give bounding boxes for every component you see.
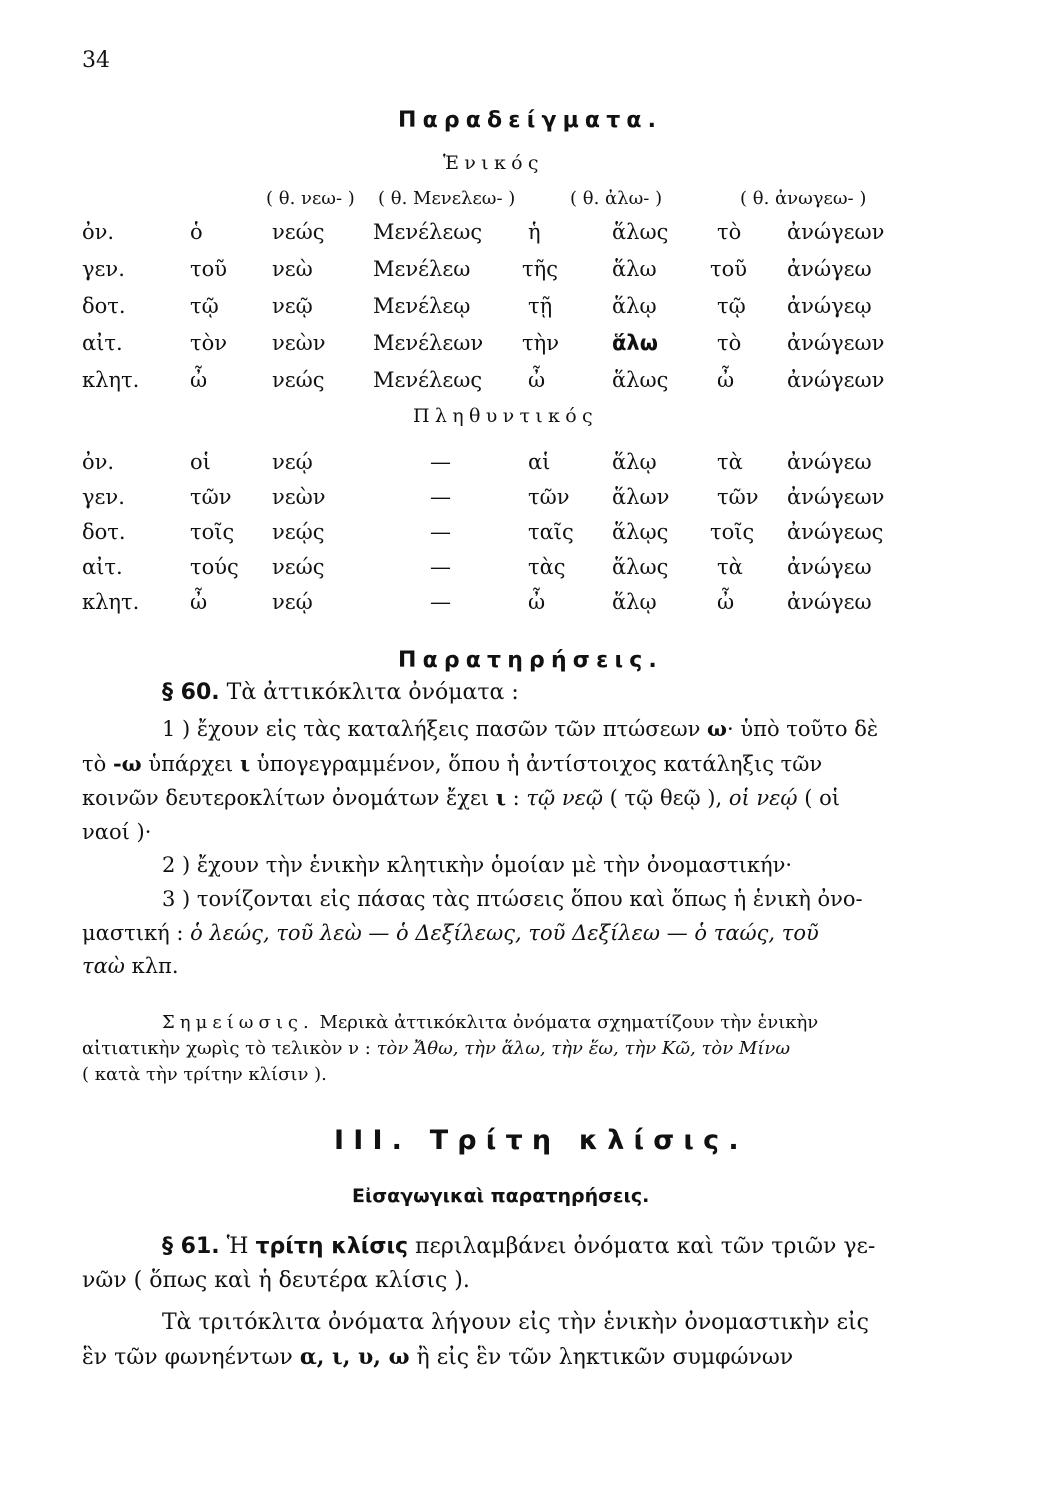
section-61-body — [82, 1230, 942, 1375]
stem-label-3: ( θ. ἀλω- ) — [570, 188, 663, 209]
note-label: Σημείωσις. — [162, 1012, 314, 1033]
section-number: § 60. — [162, 680, 220, 705]
noun-form: Μενέλεω — [373, 257, 471, 281]
noun-form: νεώς — [272, 368, 325, 392]
noun-form: νεώς — [272, 220, 325, 244]
noun-form-bold: ἅλω — [612, 331, 658, 355]
article: ὦ — [190, 590, 208, 614]
paragraph-line: ἓν τῶν φωνηέντων α, ι, υ, ω ἢ εἰς ἓν τῶν ληκτικῶν συμφώνων — [82, 1344, 794, 1371]
noun-form: ἀνώγεων — [787, 368, 885, 392]
article: ὁ — [190, 220, 203, 244]
article: οἱ — [190, 450, 211, 474]
article: τὰ — [717, 555, 743, 579]
point-3-line: 3 ) τονίζονται εἰς πάσας τὰς πτώσεις ὅπου καὶ ὅπως ἡ ἑνικὴ ὀνο- — [162, 886, 863, 911]
noun-form: ἅλῳ — [612, 590, 657, 614]
noun-form: ἅλω — [612, 257, 657, 281]
article: τῷ — [190, 294, 219, 318]
article: ὦ — [717, 590, 735, 614]
stem-label-4: ( θ. ἀνωγεω- ) — [740, 188, 867, 209]
paragraph-line: Τὰ τριτόκλιτα ὀνόματα λήγουν εἰς τὴν ἑνικὴν ὀνομαστικὴν εἰς — [162, 1310, 869, 1336]
article: ὦ — [528, 368, 546, 392]
noun-form: ἀνώγεων — [787, 220, 885, 244]
article: τοῖς — [190, 520, 235, 544]
section-60-body — [82, 712, 942, 984]
page-number: 34 — [82, 48, 110, 73]
article: τῶν — [528, 485, 570, 509]
article: τὸ — [717, 331, 742, 355]
article: ἡ — [528, 220, 541, 244]
noun-form: ἅλῳ — [612, 450, 657, 474]
chapter-subtitle: Εἰσαγωγικαὶ παρατηρήσεις. — [352, 1185, 650, 1207]
note-line: Σημείωσις. Μερικὰ ἀττικόκλιτα ὀνόματα σχηματίζουν τὴν ἑνικὴν — [162, 1012, 819, 1033]
case-label: ὀν. — [82, 450, 115, 474]
plural-label: Πληθυντικός — [413, 405, 598, 427]
noun-form: ἀνώγεως — [787, 520, 884, 544]
article: τοῦ — [190, 257, 228, 281]
note-line: ( κατὰ τὴν τρίτην κλίσιν ). — [82, 1064, 327, 1086]
chapter-title: ΙΙΙ. Τρίτη κλίσις. — [334, 1125, 748, 1156]
noun-form: νεὼν — [272, 485, 326, 509]
dash: — — [430, 485, 451, 509]
article: τῆς — [522, 257, 558, 281]
stem-label-1: ( θ. νεω- ) — [266, 188, 355, 209]
article: ταῖς — [528, 520, 574, 544]
noun-form: ἅλῳ — [612, 294, 657, 318]
dash: — — [430, 555, 451, 579]
point-1-line: τὸ -ω ὑπάρχει ι ὑπογεγραμμένον, ὅπου ἡ ἀντίστοιχος κατάληξις τῶν — [82, 750, 823, 776]
article: τῶν — [717, 485, 759, 509]
noun-form: ἀνώγεω — [787, 450, 872, 474]
noun-form: ἀνώγεων — [787, 331, 885, 355]
noun-form: νεώς — [272, 555, 325, 579]
case-label: γεν. — [82, 257, 125, 281]
case-label: δοτ. — [82, 520, 126, 544]
article: τῷ — [717, 294, 746, 318]
article: τῶν — [190, 485, 232, 509]
section-60-heading — [162, 680, 519, 705]
noun-form: Μενέλεως — [373, 220, 483, 244]
noun-form: νεὼ — [272, 257, 313, 281]
article: τὸν — [190, 331, 228, 355]
case-label: κλητ. — [82, 590, 140, 614]
dash: — — [430, 450, 451, 474]
noun-form: ἅλῳς — [612, 520, 669, 544]
point-3-line: ταὼ κλπ. — [82, 954, 179, 979]
stem-label-2: ( θ. Μενελεω- ) — [378, 188, 516, 209]
noun-form: ἀνώγεω — [787, 257, 872, 281]
article: τοῖς — [710, 520, 755, 544]
noun-form: ἀνώγεω — [787, 590, 872, 614]
noun-form: ἀνώγεω — [787, 555, 872, 579]
singular-label: Ἑνικός — [443, 152, 544, 174]
section-61-line: νῶν ( ὅπως καὶ ἡ δευτέρα κλίσις ). — [82, 1268, 470, 1294]
noun-form: νεῷ — [272, 294, 313, 318]
point-2: 2 ) ἔχουν τὴν ἑνικὴν κλητικὴν ὁμοίαν μὲ τὴν ὀνομαστικήν· — [162, 853, 793, 878]
noun-form: νεῴ — [272, 450, 313, 474]
article: τῇ — [528, 294, 553, 318]
point-1-line: 1 ) ἔχουν εἰς τὰς καταλήξεις πασῶν τῶν πτώσεων ω· ὑπὸ τοῦτο δὲ — [162, 716, 879, 741]
case-label: γεν. — [82, 485, 125, 509]
noun-form: ἀνώγεων — [787, 485, 885, 509]
case-label: αἰτ. — [82, 331, 123, 355]
point-1-line: κοινῶν δευτεροκλίτων ὀνομάτων ἔχει ι : τῷ νεῷ ( τῷ θεῷ ), οἱ νεῴ ( οἱ — [82, 785, 840, 811]
article: ὦ — [528, 590, 546, 614]
noun-form: νεῴς — [272, 520, 325, 544]
section-61-line: § 61. Ἡ τρίτη κλίσις περιλαμβάνει ὀνόματα καὶ τῶν τριῶν γε- — [162, 1234, 876, 1259]
article: τὸ — [717, 220, 742, 244]
dash: — — [430, 520, 451, 544]
noun-form: Μενέλεων — [373, 331, 484, 355]
section-intro: Τὰ ἀττικόκλιτα ὀνόματα : — [226, 680, 519, 705]
noun-form: ἅλων — [612, 485, 670, 509]
observations-title: Παρατηρήσεις. — [398, 648, 663, 673]
noun-form: ἀνώγεῳ — [787, 294, 872, 318]
noun-form: Μενέλεως — [373, 368, 483, 392]
case-label: κλητ. — [82, 368, 140, 392]
case-label: αἰτ. — [82, 555, 123, 579]
section-number: § 61. — [162, 1234, 220, 1259]
article: τούς — [190, 555, 239, 579]
note-block — [82, 1010, 952, 1088]
article: ὦ — [717, 368, 735, 392]
noun-form: ἅλως — [612, 555, 669, 579]
article: τὴν — [522, 331, 559, 355]
noun-form: νεὼν — [272, 331, 326, 355]
case-label: ὀν. — [82, 220, 115, 244]
article: τὰς — [528, 555, 566, 579]
noun-form: νεῴ — [272, 590, 313, 614]
article: τοῦ — [710, 257, 748, 281]
point-1-line: ναοί )· — [82, 819, 152, 844]
note-line: αἰτιατικὴν χωρὶς τὸ τελικὸν ν : τὸν Ἄθω, τὴν ἅλω, τὴν ἕω, τὴν Κῶ, τὸν Μίνω — [82, 1038, 791, 1060]
dash: — — [430, 590, 451, 614]
noun-form: ἅλως — [612, 220, 669, 244]
case-label: δοτ. — [82, 294, 126, 318]
article: ὦ — [190, 368, 208, 392]
noun-form: Μενέλεῳ — [373, 294, 471, 318]
examples-title: Παραδείγματα. — [398, 108, 663, 133]
article: αἱ — [528, 450, 551, 474]
noun-form: ἅλως — [612, 368, 669, 392]
article: τὰ — [717, 450, 743, 474]
point-3-line: μαστική : ὁ λεώς, τοῦ λεὼ — ὁ Δεξίλεως, τοῦ Δεξίλεω — ὁ ταώς, τοῦ — [82, 920, 819, 945]
